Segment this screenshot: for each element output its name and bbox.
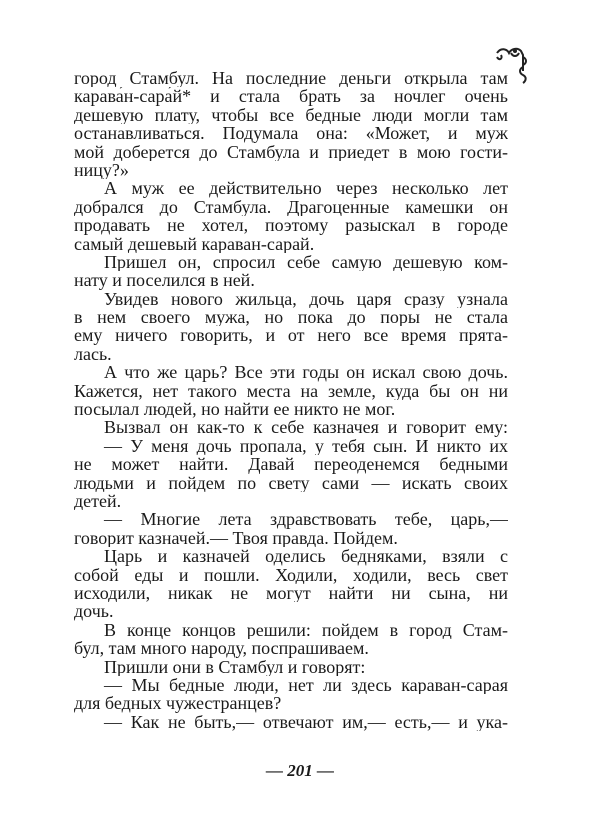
- text-line: для бедных чужестранцев?: [74, 694, 282, 713]
- text-line: нату и поселился в ней.: [74, 271, 255, 290]
- text-line: ему ничего говорить, и от него все время прята-: [74, 326, 508, 345]
- page-body-text: [74, 69, 508, 731]
- text-line: А муж ее действительно через несколько лет: [104, 179, 508, 198]
- text-line: — Многие лета здравствовать тебе, царь,—: [104, 510, 508, 529]
- text-line: в нем своего мужа, но пока до поры не стала: [74, 308, 508, 327]
- text-line: бул, там много народу, поспрашиваем.: [74, 639, 369, 658]
- text-line: продавать не хотел, поэтому разыскал в городе: [74, 216, 508, 235]
- text-line: детей.: [74, 491, 122, 511]
- text-line: посылал людей, но найти ее никто не мог.: [74, 400, 396, 419]
- text-line: людьми и пойдем по свету сами — искать своих: [74, 473, 508, 492]
- text-line: Пришел он, спросил себе самую дешевую ком-: [104, 252, 508, 272]
- text-line: — У меня дочь пропала, у тебя сын. И никто их: [104, 436, 508, 456]
- text-line: Царь и казначей оделись бедняками, взяли с: [104, 547, 508, 566]
- text-line: город Стамбул. На последние деньги открыла там: [74, 69, 508, 88]
- text-line: А что же царь? Все эти годы он искал свою дочь.: [104, 363, 508, 382]
- text-line: самый дешевый караван-сарай.: [74, 234, 315, 253]
- text-line: Пришли они в Стамбул и говорят:: [104, 657, 366, 676]
- text-line: В конце концов решили: пойдем в город Стам-: [104, 620, 508, 640]
- text-line: — Как не быть,— отвечают им,— есть,— и ука-: [104, 712, 508, 732]
- text-line: ницу?»: [74, 160, 129, 180]
- text-line: мой доберется до Стамбула и приедет в мою гости-: [74, 142, 508, 161]
- text-line: исходили, никак не могут найти ни сына, ни: [74, 583, 508, 603]
- text-line: Увидев нового жильца, дочь царя сразу узнала: [104, 289, 508, 309]
- text-line: говорит казначей.— Твоя правда. Пойдем.: [74, 528, 398, 548]
- text-line: — Мы бедные люди, нет ли здесь караван-сарая: [104, 675, 508, 695]
- text-line: Вызвал он как-то к себе казначея и говорит ему:: [104, 418, 508, 437]
- text-line: Кажется, нет такого места на земле, куда бы он ни: [74, 381, 508, 401]
- text-line: не может найти. Давай переоденемся бедными: [74, 455, 508, 474]
- page-number: — 201 —: [266, 761, 334, 780]
- text-line: дешевую плату, чтобы все бедные люди могли там: [74, 105, 508, 125]
- text-line: собой еды и пошли. Ходили, ходили, весь свет: [74, 565, 508, 584]
- text-line: карава́н-сара́й* и стала брать за ночлег очень: [74, 87, 508, 106]
- text-line: лась.: [74, 344, 112, 364]
- text-line: останавливаться. Подумала она: «Может, и муж: [74, 124, 508, 143]
- text-line: дочь.: [74, 602, 114, 621]
- text-line: добрался до Стамбула. Драгоценные камешки он: [74, 197, 508, 217]
